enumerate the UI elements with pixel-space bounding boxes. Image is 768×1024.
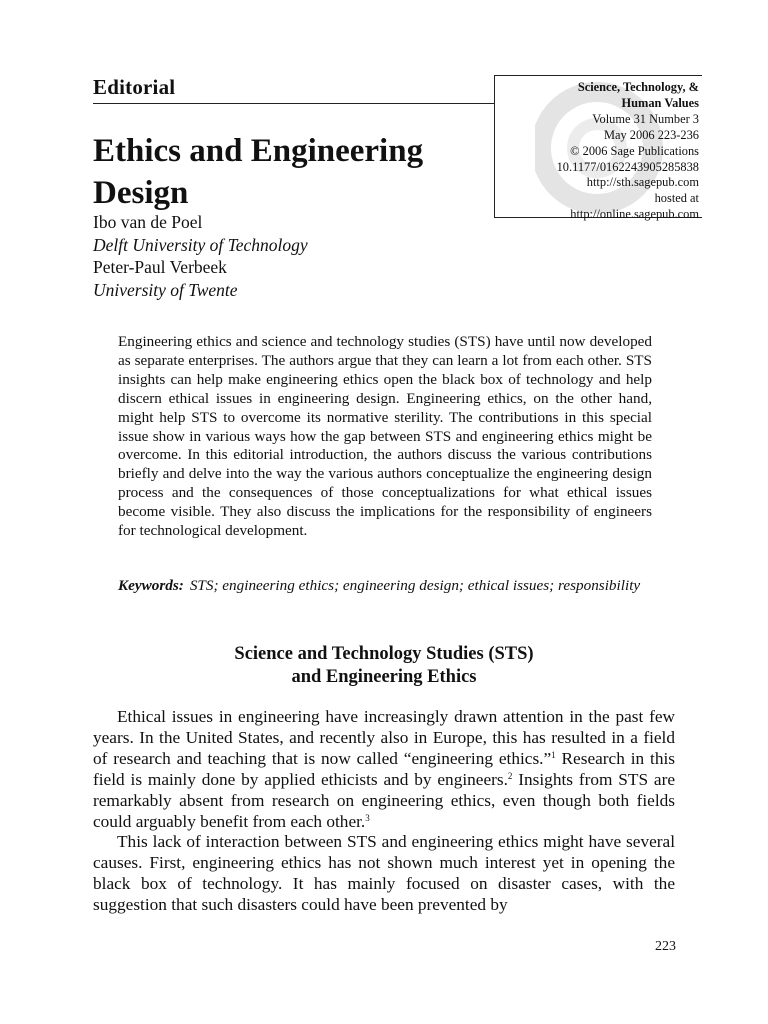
body-paragraph bbox=[93, 707, 675, 832]
section-label: Editorial bbox=[93, 75, 176, 99]
journal-host-url: http://online.sagepub.com bbox=[570, 207, 699, 222]
sentence: Ethical issues in engineering have increasingly drawn attention in the past few years. In the United States, and recently also in Europe, this has resulted in a field of research and teaching that is now called “engineering ethics.” bbox=[93, 707, 675, 768]
journal-info bbox=[557, 80, 699, 223]
journal-url: http://sth.sagepub.com bbox=[586, 175, 699, 190]
author-list bbox=[93, 211, 308, 301]
journal-name-line2: Human Values bbox=[621, 95, 699, 110]
footnote-marker: 3 bbox=[365, 812, 370, 823]
page-number: 223 bbox=[655, 939, 676, 954]
author-name: Peter-Paul Verbeek bbox=[93, 257, 227, 277]
article-title: Ethics and Engineering Design bbox=[93, 133, 424, 211]
footnote-marker: 1 bbox=[551, 749, 556, 760]
author-affiliation: University of Twente bbox=[93, 279, 238, 300]
journal-volume: Volume 31 Number 3 bbox=[592, 111, 699, 126]
header-rule bbox=[93, 103, 495, 104]
journal-date-pages: May 2006 223-236 bbox=[604, 127, 699, 142]
section-heading bbox=[93, 643, 675, 688]
keywords bbox=[118, 576, 652, 595]
footnote-marker: 2 bbox=[507, 770, 513, 781]
author-name: Ibo van de Poel bbox=[93, 212, 203, 232]
body-paragraph: This lack of interaction between STS and engineering ethics might have several causes. First, engineering ethics has not shown much interest yet in opening the black box of technology. It has mainly focused on disaster cases, with the suggestion that such disasters could have been prevented by bbox=[93, 832, 675, 915]
abstract: Engineering ethics and science and technology studies (STS) have until now developed as separate enterprises. The authors argue that they can learn a lot from each other. STS insights can help make engineering ethics open the black box of technology and help discern ethical issues in engineering design. Engineering ethics, on the other hand, might help STS to overcome its normative sterility. The contributions in this special issue show in various ways how the gap between STS and engineering ethics might be overcome. In this editorial introduction, the authors discuss the various contributions briefly and delve into the way the various authors conceptualize the engineering design process and the consequences of those conceptualizations for what ethical issues become visible. They also discuss the implications for the responsibility of engineers for technological development. bbox=[118, 333, 652, 540]
journal-name-line1: Science, Technology, & bbox=[577, 80, 699, 94]
sentence: Research in this field is mainly done by applied ethicists and by engineers. bbox=[93, 748, 675, 789]
section-heading-line1: Science and Technology Studies (STS) bbox=[234, 644, 534, 664]
sentence: Insights from STS are remarkably absent from research on engineering ethics, even though both fields could arguably benefit from each other. bbox=[93, 769, 675, 831]
keywords-text: STS; engineering ethics; engineering design; ethical issues; responsibility bbox=[189, 577, 641, 594]
body-text bbox=[93, 707, 675, 916]
author-affiliation: Delft University of Technology bbox=[93, 234, 308, 255]
journal-doi: 10.1177/0162243905285838 bbox=[556, 159, 699, 174]
journal-hosted-at: hosted at bbox=[654, 191, 699, 206]
section-heading-line2: and Engineering Ethics bbox=[291, 666, 477, 687]
journal-copyright: © 2006 Sage Publications bbox=[570, 143, 699, 158]
keywords-label: Keywords: bbox=[118, 577, 184, 594]
